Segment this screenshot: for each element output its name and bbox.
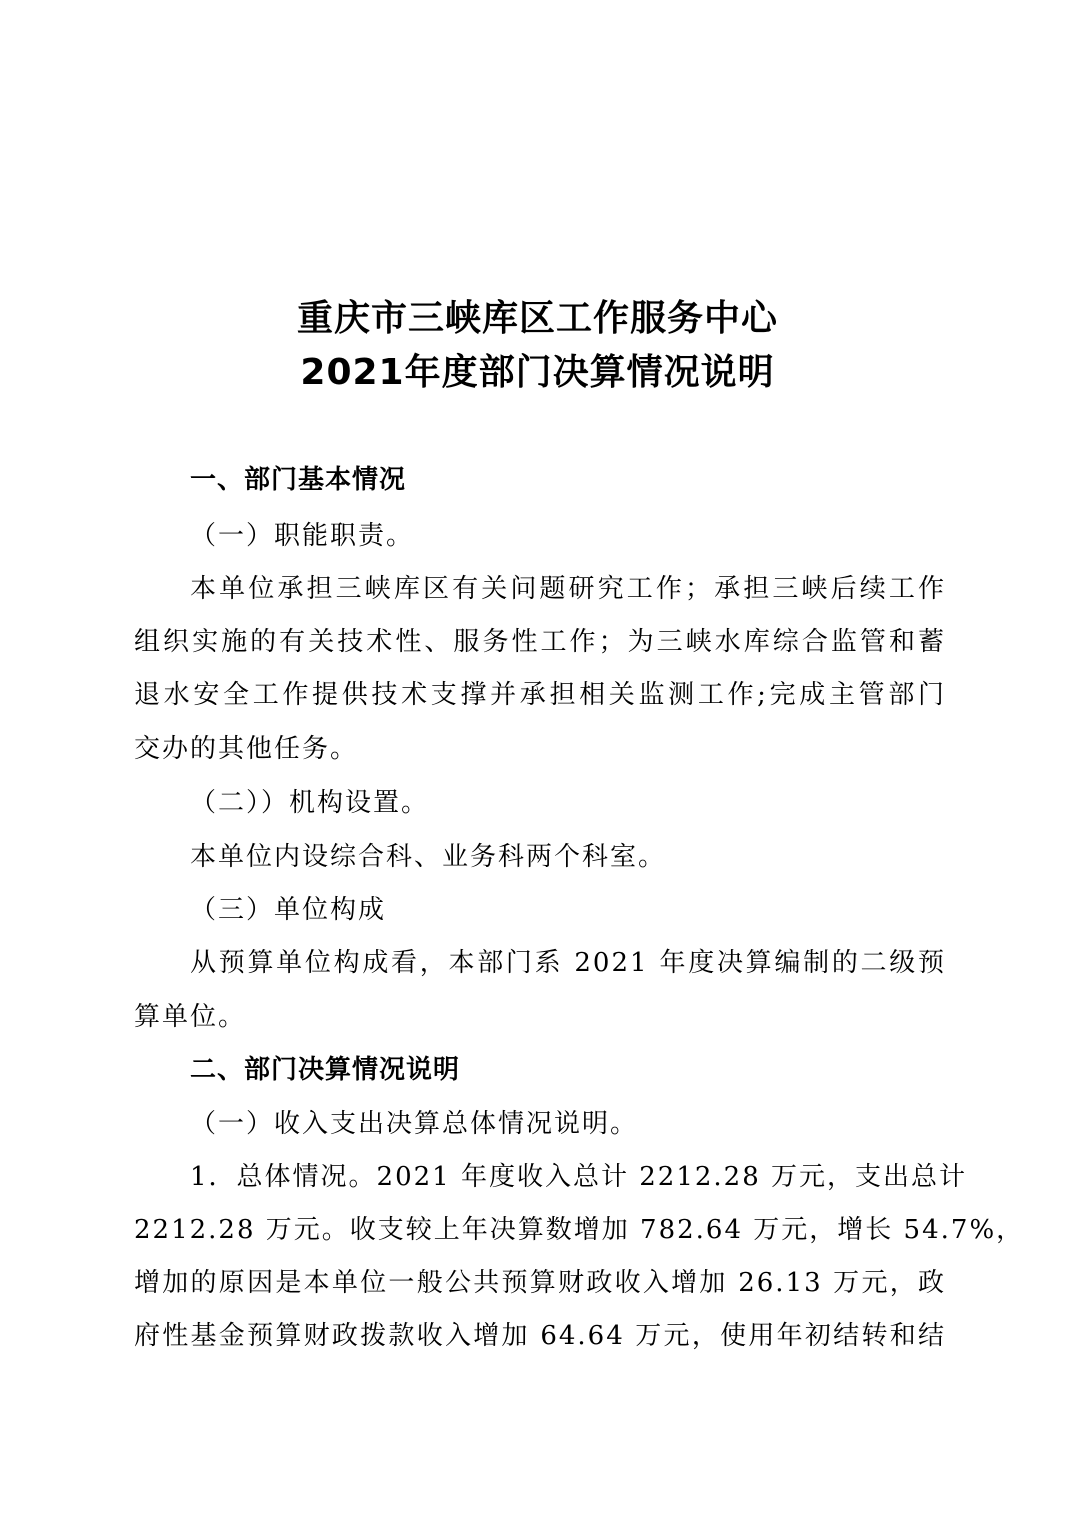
subsection-heading: （一）职能职责。 <box>190 521 415 551</box>
paragraph-line: 增加的原因是本单位一般公共预算财政收入增加 26.13 万元，政 <box>134 1268 946 1298</box>
document-title-line2: 2021年度部门决算情况说明 <box>300 352 775 393</box>
paragraph-line: 组织实施的有关技术性、服务性工作；为三峡水库综合监管和蓄 <box>134 627 946 657</box>
paragraph-line: 2212.28 万元。收支较上年决算数增加 782.64 万元，增长 54.7%， <box>134 1215 1025 1245</box>
subsection-heading: （二））机构设置。 <box>190 788 430 818</box>
section-heading-1: 一、部门基本情况 <box>190 465 407 495</box>
paragraph-line: 算单位。 <box>134 1002 247 1032</box>
subsection-heading: （三）单位构成 <box>190 895 387 925</box>
paragraph-line: 府性基金预算财政拨款收入增加 64.64 万元，使用年初结转和结 <box>134 1321 946 1351</box>
paragraph-line: 交办的其他任务。 <box>134 734 359 764</box>
paragraph-line: 本单位内设综合科、业务科两个科室。 <box>190 842 667 872</box>
paragraph-line: 本单位承担三峡库区有关问题研究工作；承担三峡后续工作 <box>190 574 946 604</box>
section-heading-2: 二、部门决算情况说明 <box>190 1055 461 1085</box>
paragraph-line: 从预算单位构成看，本部门系 2021 年度决算编制的二级预 <box>190 948 946 978</box>
document-title-line1: 重庆市三峡库区工作服务中心 <box>296 298 778 339</box>
subsection-heading: （一）收入支出决算总体情况说明。 <box>190 1109 639 1139</box>
paragraph-line: 1．总体情况。2021 年度收入总计 2212.28 万元，支出总计 <box>190 1162 968 1192</box>
paragraph-line: 退水安全工作提供技术支撑并承担相关监测工作;完成主管部门 <box>134 680 946 710</box>
